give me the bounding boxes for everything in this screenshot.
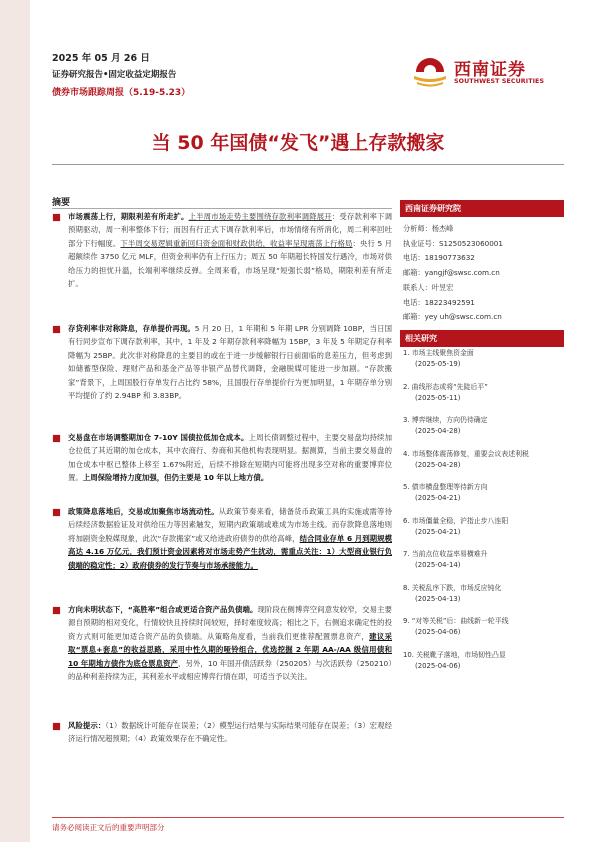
related-item-date: (2025-05-19) [415, 360, 461, 368]
text-segment: 上周保险增持力度加强，但仍主要是 10 年以上地方债。 [82, 473, 269, 483]
analyst-line: 联系人：叶昱宏 [403, 282, 454, 292]
related-item[interactable] [403, 616, 565, 650]
text-segment: 从政策节奏来看，储备货币政策工具的实施或需等待后续经济数据验证及对供给压力等因素触发，短期内政策端或难成为市场主线。而存款降息落地则将加剧资金脱媒现象，此次“存款搬家”或又给进政府债券的供给高峰， [68, 507, 392, 543]
footer-divider [52, 817, 564, 818]
analyst-line: 电话：18223492591 [403, 297, 475, 307]
related-item[interactable] [403, 449, 565, 483]
bullet-icon [52, 508, 61, 517]
paragraph-text [68, 719, 392, 746]
text-segment: （1）数据统计可能存在误差；（2）模型运行结果与实际结果可能存在误差；（3）宏观经济运行情况超预期；（4）政策效果存在不确定性。 [68, 721, 392, 744]
related-item-title[interactable]: 5. 债市横盘整理等待新方向 [403, 483, 488, 491]
related-item-title[interactable]: 10. 关税靴子落地，市场韧性凸显 [403, 650, 506, 659]
paragraph-text [68, 505, 392, 572]
text-segment: 方向未明状态下，“高胜率”组合或更适合资产品负债端。 [68, 605, 258, 614]
analyst-line: 执业证号：S1250523060001 [403, 238, 503, 248]
report-type: 证券研究报告•固定收益定期报告 [52, 70, 177, 80]
footer-disclaimer: 请务必阅读正文后的重要声明部分 [52, 823, 165, 832]
related-item-date: (2025-04-28) [415, 460, 461, 469]
abstract-paragraph [52, 210, 392, 290]
logo-text-cn: 西南证券 [454, 60, 526, 80]
related-item-title[interactable]: 7. 当前点位收益率易横难升 [403, 550, 488, 558]
abstract-paragraph [52, 603, 392, 683]
related-item-title[interactable]: 4. 市场整体震荡修复，重要会议表述利税 [403, 449, 529, 458]
related-item-date: (2025-04-14) [415, 561, 461, 569]
bullet-icon [52, 213, 61, 222]
related-item-date: (2025-04-21) [415, 527, 461, 536]
text-segment: 建议采取“票息+套息”的收益思路，采用中性久期的哑铃组合，优选挖掘 2 年期 AA-/AA 级信用债和 10 年期地方债作为底仓票息资产 [68, 631, 392, 668]
abstract-divider [52, 208, 392, 209]
analyst-line: 邮箱：yangjf@swsc.com.cn [403, 268, 500, 278]
text-segment: ：受存款利率下调预期驱动，周一利率整体下行；而因有行正式下调存款利率后，市场情绪有所消化，周二利率回吐部分下行幅度。 [68, 212, 392, 248]
text-segment: 交易盘在市场调整期加仓 7-10Y 国债拉低加仓成本。 [68, 433, 249, 442]
report-date: 2025 年 05 月 26 日 [52, 53, 150, 64]
abstract-paragraph [52, 322, 392, 402]
title-divider [52, 164, 564, 165]
related-list [403, 348, 565, 683]
text-segment: 上周长债调整过程中，主要交易盘均持续加仓拉低了其近期的加仓成本，其中农商行、券商和其他机构表现明显。据测算，当前主要交易盘的加仓成本中枢已整体上移至 1.67%附近，后续不排除在短期内可能将出现多空对称的重要博弈位置。 [68, 433, 392, 483]
page-title: 当 50 年国债“发飞”遇上存款搬家 [151, 132, 445, 154]
text-segment: 风险提示： [68, 721, 106, 730]
paragraph-text [68, 322, 392, 402]
related-item-date: (2025-04-06) [415, 661, 461, 670]
text-segment: 下半周交易逻辑重新回归资金面和财政供给，收益率呈现震荡上行格局 [120, 238, 353, 248]
related-item[interactable] [403, 482, 565, 516]
related-item[interactable] [403, 382, 565, 416]
paragraph-text [68, 603, 392, 683]
logo-mark-icon [412, 52, 448, 88]
text-segment: 上半周市场走势主要围绕存款利率调降展开 [188, 212, 332, 221]
related-heading: 相关研究 [400, 330, 564, 347]
analyst-line: 分析师：杨杰峰 [403, 224, 454, 233]
analyst-line: 电话：18190773632 [403, 253, 475, 263]
related-item-title[interactable]: 9. “对等关税”后：曲线新一轮平线 [403, 617, 509, 625]
related-item-date: (2025-04-28) [415, 427, 461, 435]
text-segment: 5 月 20 日，1 年期和 5 年期 LPR 分别调降 10BP，当日国有行同步宣布下调存款利率，其中，1 年及 2 年期存款利率降幅为 15BP，3 年及 5 年期定存利率降幅为 25BP。此次非对称降息的主要目的或在于进一步缓解银行日前面临的息差压力，但考虑到如储蓄型保险、理财产品和基金产品等非银产品替代调降，金融脱媒可能进一步加剧。“存款搬家”背景下，上周国股行存单发行占比约 58%，且国股行存单提价行为更加明显，1 年期存单分别平均提价了约 2.94BP 和 3.83BP。 [68, 324, 392, 401]
bullet-icon [52, 606, 61, 615]
analyst-info [403, 222, 563, 325]
team-heading: 西南证券研究院 [400, 200, 564, 217]
related-item-title[interactable]: 6. 市场僵量全稳，沪指止步八连阳 [403, 516, 509, 525]
text-segment: 政策降息落地后，交易或加聚焦市场流动性。 [68, 507, 219, 516]
paragraph-text [68, 210, 392, 290]
report-series: 债券市场跟踪周报（5.19-5.23） [52, 88, 191, 98]
related-item[interactable] [403, 650, 565, 684]
bullet-icon [52, 434, 61, 443]
related-item-title[interactable]: 1. 市场主线聚焦资金面 [403, 349, 474, 357]
text-segment: 存贷利率非对称降息，存单提价再现。 [68, 324, 195, 333]
company-logo [412, 52, 560, 94]
abstract-paragraph [52, 431, 392, 485]
related-item[interactable] [403, 348, 565, 382]
bullet-icon [52, 325, 61, 334]
text-segment: 结合同业存单 6 月到期规模高达 4.16 万亿元，我们预计资金因素将对市场走势产生扰动，需重点关注：1）大型商业银行负债端的稳定性；2）政府债券的发行节奏与市场承接能力。 [68, 533, 392, 570]
related-item[interactable] [403, 415, 565, 449]
text-segment: ，另外，10 年国开债活跃券（250205）与次活跃券（250210）的品种利差持续为正，其利差水平或相应博弈行情在即，可适当予以关注。 [68, 658, 392, 682]
abstract-paragraph [52, 719, 392, 746]
left-decorative-strip [0, 0, 30, 842]
related-item-date: (2025-04-21) [415, 494, 461, 502]
text-segment: ：央行 5 月超额续作 3750 亿元 MLF，但资金利率仍有上行压力；周五 50 年期超长特国发行遇冷，市场对供给压力的担忧升温，长端利率继续反弹。全周来看，市场呈现“短强长弱”格局，期限利差有所走扩。 [68, 238, 392, 289]
related-item[interactable] [403, 583, 565, 617]
related-item[interactable] [403, 549, 565, 583]
analyst-line: 邮箱：yey uh@swsc.com.cn [403, 312, 502, 322]
text-segment: 现阶段在侧博弈空间意发较窄，交易主要源自预期的相对变化，行情较快且持续时间较短，择时难度较高；相比之下，右侧追求确定性的投资方式则可能更加适合资产品的负债端。从策略角度看，当前我们更推荐配置票息资产， [68, 605, 392, 641]
related-item[interactable] [403, 516, 565, 550]
paragraph-text [68, 431, 392, 485]
related-item-title[interactable]: 8. 关税乱序下跌，市场反应钝化 [403, 583, 502, 592]
related-item-title[interactable]: 2. 曲线形态或将“先陡后平” [403, 382, 488, 391]
related-item-title[interactable]: 3. 博弈继续，方向仍待确定 [403, 416, 488, 424]
logo-text-en: SOUTHWEST SECURITIES [454, 78, 545, 85]
bullet-icon [52, 722, 61, 731]
abstract-heading: 摘要 [52, 198, 71, 208]
related-item-date: (2025-04-13) [415, 594, 461, 603]
related-item-date: (2025-04-06) [415, 628, 461, 636]
abstract-paragraph [52, 505, 392, 572]
related-item-date: (2025-05-11) [415, 393, 461, 402]
text-segment: 市场震荡上行，期限利差有所走扩。 [68, 212, 189, 221]
